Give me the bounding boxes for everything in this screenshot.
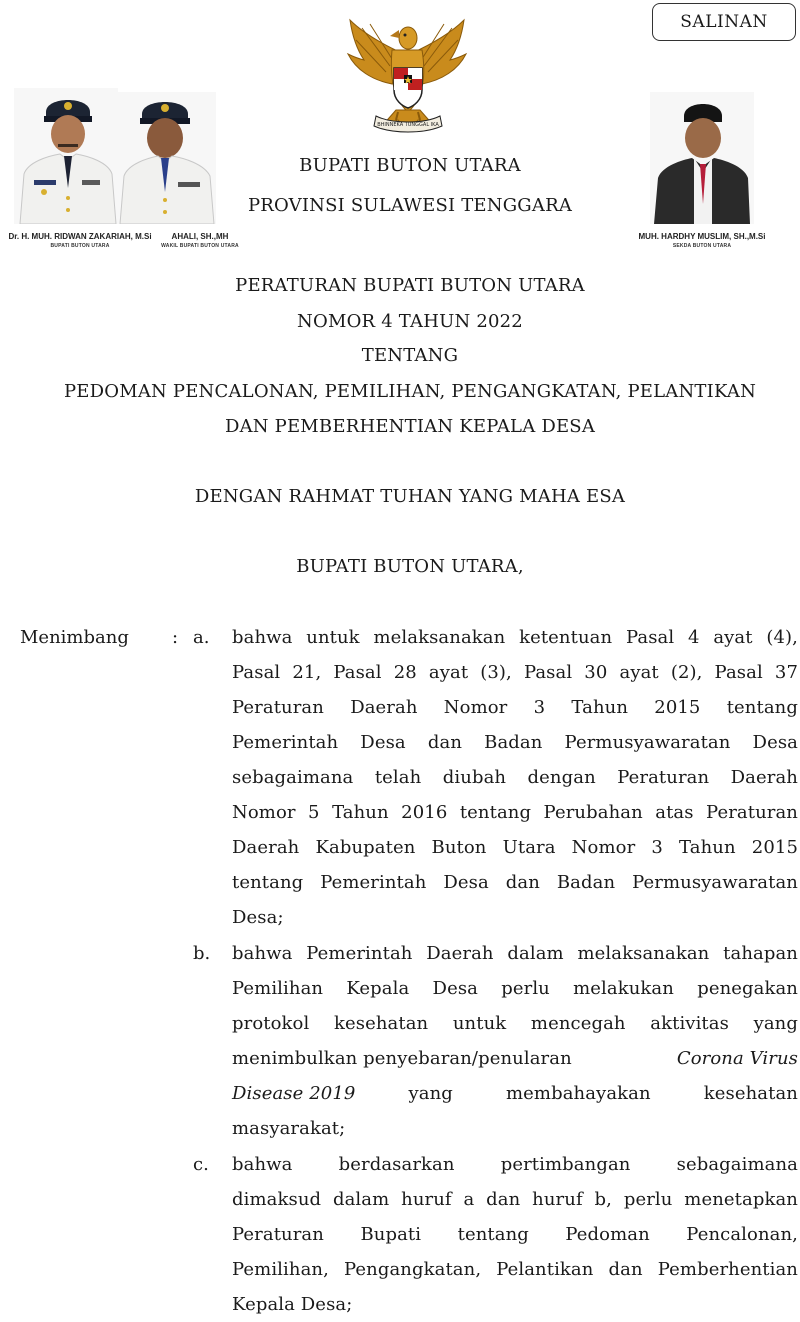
- item-b-italic-term: Disease 2019: [232, 1083, 356, 1104]
- official-role-bupati: BUPATI BUTON UTARA: [50, 243, 110, 249]
- item-c-line: bahwa berdasarkan pertimbangan sebagaimana: [232, 1154, 798, 1175]
- official-role-wakil-bupati: WAKIL BUPATI BUTON UTARA: [161, 243, 239, 249]
- item-b-line-mixed: [232, 1041, 798, 1076]
- item-c-line: Pemilihan, Pengangkatan, Pelantikan dan Pemberhentian: [232, 1259, 798, 1280]
- item-a-line: Daerah Kabupaten Buton Utara Nomor 3 Tahun 2015: [232, 837, 798, 858]
- preamble: DENGAN RAHMAT TUHAN YANG MAHA ESA: [194, 486, 626, 507]
- item-a-text: [232, 620, 798, 935]
- item-a-line: sebagaimana telah diubah dengan Peraturan Daerah: [232, 767, 798, 788]
- item-a-line: tentang Pemerintah Desa dan Badan Permusyawaratan: [232, 872, 798, 893]
- item-a-line: Pasal 21, Pasal 28 ayat (3), Pasal 30 ayat (2), Pasal 37: [232, 662, 798, 683]
- item-c-text: [232, 1147, 798, 1322]
- regulation-subject-line2: DAN PEMBERHENTIAN KEPALA DESA: [224, 416, 596, 437]
- item-b-line: protokol kesehatan untuk mencegah aktivitas yang: [232, 1013, 798, 1034]
- item-b-line-text: menimbulkan penyebaran/penularan: [232, 1048, 572, 1069]
- item-b-letter: b.: [193, 943, 211, 964]
- item-a-line: Peraturan Daerah Nomor 3 Tahun 2015 tentang: [232, 697, 798, 718]
- item-a-line: bahwa untuk melaksanakan ketentuan Pasal 4 ayat (4),: [232, 627, 798, 648]
- considering-colon: :: [172, 627, 179, 648]
- item-b-line: Pemilihan Kepala Desa perlu melakukan penegakan: [232, 978, 798, 999]
- stamp-text: SALINAN: [680, 12, 768, 32]
- item-b-line-mixed: [232, 1076, 798, 1111]
- item-b-word: kesehatan: [703, 1083, 798, 1104]
- regulation-about: TENTANG: [361, 345, 459, 366]
- item-b-line: masyarakat;: [232, 1118, 346, 1139]
- regulation-title: PERATURAN BUPATI BUTON UTARA: [235, 275, 585, 296]
- item-a-line: Nomor 5 Tahun 2016 tentang Perubahan atas Peraturan: [232, 802, 798, 823]
- header-regent: BUPATI BUTON UTARA: [299, 155, 521, 176]
- official-name-bupati: Dr. H. MUH. RIDWAN ZAKARIAH, M.Si: [8, 232, 152, 241]
- item-b-line: bahwa Pemerintah Daerah dalam melaksanakan tahapan: [232, 943, 798, 964]
- official-role-sekda: SEKDA BUTON UTARA: [672, 243, 732, 249]
- item-b-word: yang: [408, 1083, 453, 1104]
- item-a-line: Desa;: [232, 907, 284, 928]
- item-b-text: [232, 936, 798, 1146]
- item-a-line: Pemerintah Desa dan Badan Permusyawaratan Desa: [232, 732, 798, 753]
- item-a-letter: a.: [193, 627, 210, 648]
- considering-label: Menimbang: [20, 627, 129, 648]
- salinan-stamp: [652, 3, 796, 41]
- garuda-pancasila-emblem-icon: [342, 14, 472, 140]
- item-b-italic-term: Corona Virus: [676, 1048, 798, 1069]
- issuer: BUPATI BUTON UTARA,: [296, 556, 524, 577]
- emblem-motto: BHINNEKA TUNGGAL IKA: [377, 122, 439, 128]
- item-c-line: Kepala Desa;: [232, 1294, 353, 1315]
- header-province: PROVINSI SULAWESI TENGGARA: [247, 195, 573, 216]
- item-c-line: dimaksud dalam huruf a dan huruf b, perlu menetapkan: [232, 1189, 798, 1210]
- item-c-line: Peraturan Bupati tentang Pedoman Pencalonan,: [232, 1224, 798, 1245]
- regulation-number: NOMOR 4 TAHUN 2022: [297, 311, 523, 332]
- item-b-word: membahayakan: [505, 1083, 651, 1104]
- official-name-wakil-bupati: AHALI, SH.,MH: [171, 232, 229, 241]
- item-c-letter: c.: [193, 1154, 209, 1175]
- regulation-subject-line1: PEDOMAN PENCALONAN, PEMILIHAN, PENGANGKATAN, PELANTIKAN: [63, 381, 757, 402]
- official-name-sekda: MUH. HARDHY MUSLIM, SH.,M.Si: [638, 232, 766, 241]
